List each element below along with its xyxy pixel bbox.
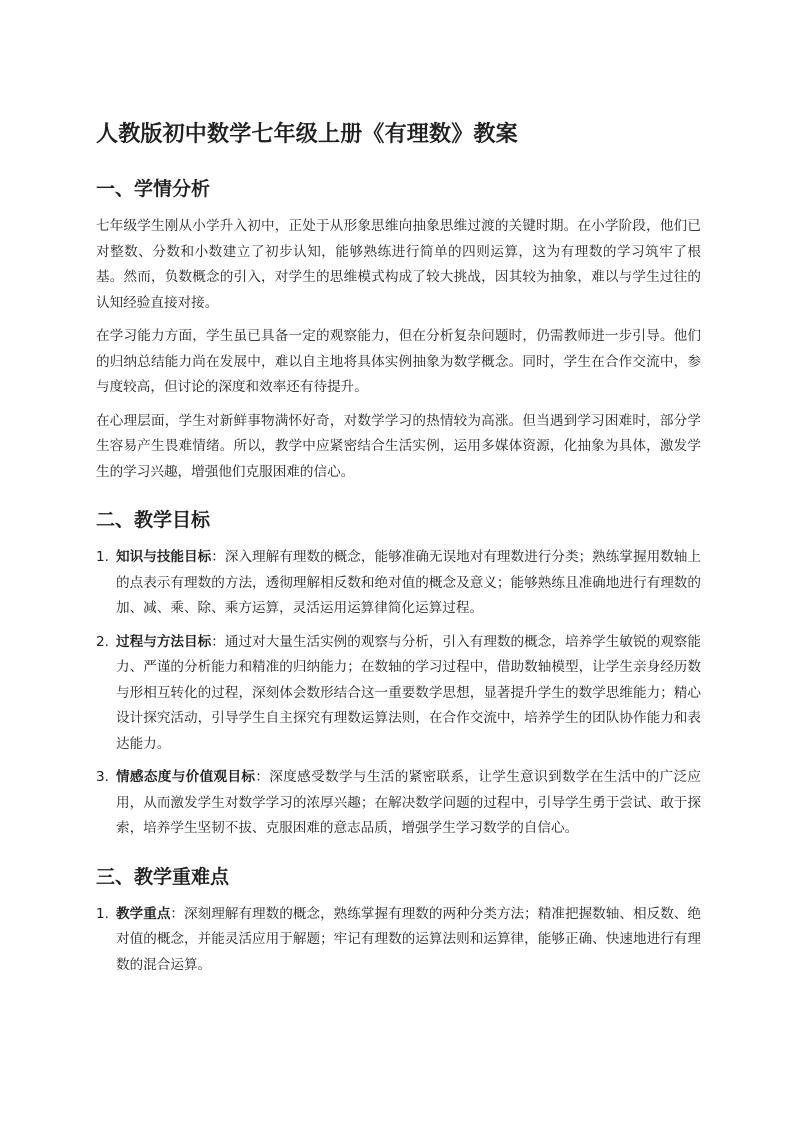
list-item-text: ：通过对大量生活实例的观察与分析，引入有理数的概念，培养学生敏锐的观察能力、严谨的分析能力和精准的归纳能力；在数轴的学习过程中，借助数轴模型，让学生亲身经历数与形相互转化的过程，深刻体会数形结合这一重要数学思想，显著提升学生的数学思维能力；精心设计探究活动，引导学生自主探究有理数运算法则，在合作交流中，培养学生的团队协作能力和表达能力。 xyxy=(116,633,701,752)
key-points-list xyxy=(96,902,701,979)
list-item-lead: 过程与方法目标 xyxy=(116,633,212,650)
section-teaching-goals xyxy=(96,505,701,842)
list-item-text: ：深度感受数学与生活的紧密联系，让学生意识到数学在生活中的广泛应用，从而激发学生对数学学习的浓厚兴趣；在解决数学问题的过程中，引导学生勇于尝试、敢于探索，培养学生坚韧不拔、克服困难的意志品质，增强学生学习数学的自信心。 xyxy=(116,769,702,836)
paragraph: 七年级学生刚从小学升入初中，正处于从形象思维向抽象思维过渡的关键时期。在小学阶段，他们已对整数、分数和小数建立了初步认知，能够熟练进行简单的四则运算，这为有理数的学习筑牢了根基。然而，负数概念的引入，对学生的思维模式构成了较大挑战，因其较为抽象，难以与学生过往的认知经验直接对接。 xyxy=(96,218,701,311)
document-page xyxy=(96,118,701,998)
paragraph: 在学习能力方面，学生虽已具备一定的观察能力，但在分析复杂问题时，仍需教师进一步引导。他们的归纳总结能力尚在发展中，难以自主地将具体实例抽象为数学概念。同时，学生在合作交流中，参与度较高，但讨论的深度和效率还有待提升。 xyxy=(96,328,701,395)
section-key-points xyxy=(96,862,701,979)
section-heading: 三、教学重难点 xyxy=(96,865,230,888)
list-item-lead: 教学重点 xyxy=(116,905,171,922)
list-number: 2. xyxy=(96,633,109,650)
list-number: 1. xyxy=(96,549,109,565)
list-item xyxy=(96,765,701,842)
document-title: 人教版初中数学七年级上册《有理数》教案 xyxy=(96,122,518,147)
list-item xyxy=(96,545,701,622)
list-item-lead: 情感态度与价值观目标 xyxy=(116,769,256,785)
list-item-lead: 知识与技能目标 xyxy=(116,549,212,565)
list-item-text: ：深入理解有理数的概念，能够准确无误地对有理数进行分类；熟练掌握用数轴上的点表示有理数的方法，透彻理解相反数和绝对值的概念及意义；能够熟练且准确地进行有理数的加、减、乘、除、乘方运算，灵活运用运算律简化运算过程。 xyxy=(116,549,701,616)
list-item-text: ：深刻理解有理数的概念，熟练掌握有理数的两种分类方法；精准把握数轴、相反数、绝对值的概念，并能灵活应用于解题；牢记有理数的运算法则和运算律，能够正确、快速地进行有理数的混合运算。 xyxy=(116,905,701,973)
section-student-analysis xyxy=(96,174,701,485)
list-item xyxy=(96,630,701,758)
paragraph: 在心理层面，学生对新鲜事物满怀好奇，对数学学习的热情较为高涨。但当遇到学习困难时，部分学生容易产生畏难情绪。所以，教学中应紧密结合生活实例，运用多媒体资源，化抽象为具体，激发学生的学习兴趣，增强他们克服困难的信心。 xyxy=(96,412,701,480)
list-number: 1. xyxy=(96,905,109,922)
list-item xyxy=(96,902,701,979)
list-number: 3. xyxy=(96,769,109,785)
section-heading: 一、学情分析 xyxy=(96,178,211,200)
goals-list xyxy=(96,545,701,842)
section-heading: 二、教学目标 xyxy=(96,509,211,531)
